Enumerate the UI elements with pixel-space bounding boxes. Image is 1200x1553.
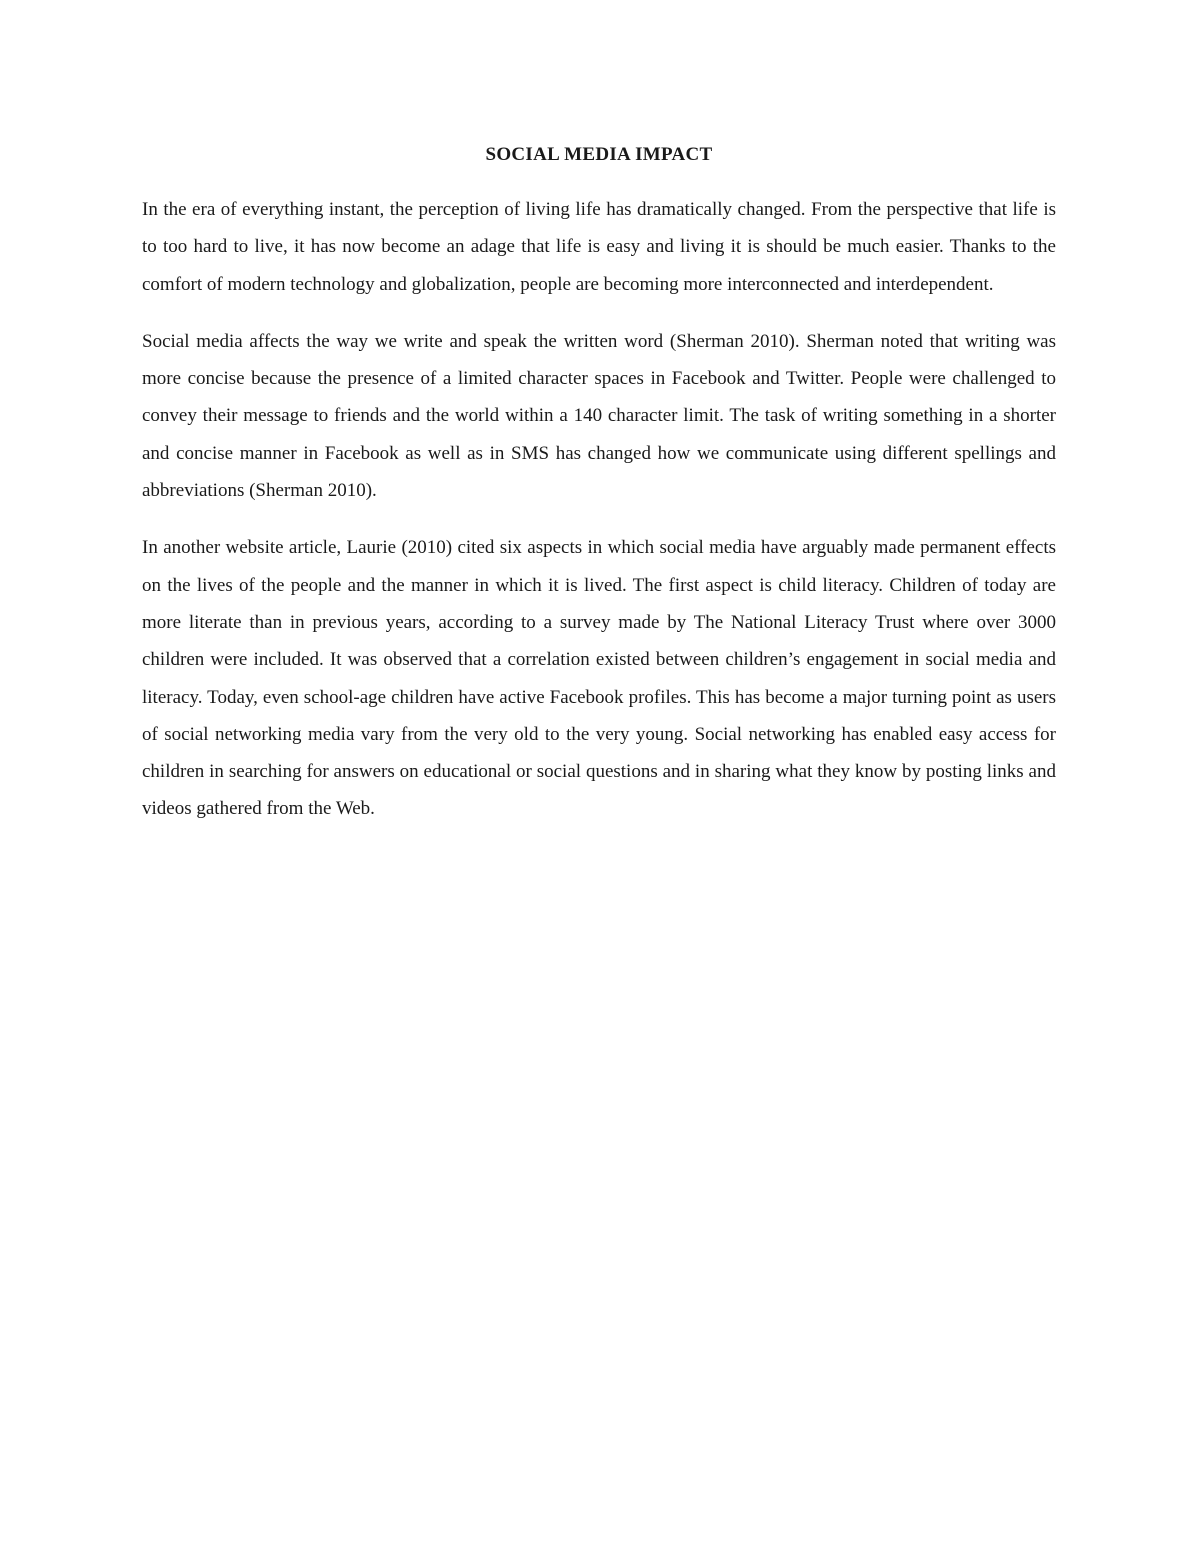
page-title: SOCIAL MEDIA IMPACT — [485, 144, 713, 165]
paragraph-2: Social media affects the way we write and speak the written word (Sherman 2010). Sherman noted that writing was more concise because the presence of a limited character spaces in Facebook and Twitter. People were challenged to convey their message to friends and the world within a 140 character limit. The task of writing something in a shorter and concise manner in Facebook as well as in SMS has changed how we communicate using different spellings and abbreviations (Sherman 2010). — [142, 330, 1056, 502]
paragraph-3: In another website article, Laurie (2010) cited six aspects in which social media have arguably made permanent effects on the lives of the people and the manner in which it is lived. The first aspect is child literacy. Children of today are more literate than in previous years, according to a survey made by The National Literacy Trust where over 3000 children were included. It was observed that a correlation existed between children’s engagement in social media and literacy. Today, even school-age children have active Facebook profiles. This has become a major turning point as users of social networking media vary from the very old to the very young. Social networking has enabled easy access for children in searching for answers on educational or social questions and in sharing what they know by posting links and videos gathered from the Web. — [142, 537, 1056, 820]
paragraph-1: In the era of everything instant, the perception of living life has dramatically changed. From the perspective that life is to too hard to live, it has now become an adage that life is easy and living it is should be much easier. Thanks to the comfort of modern technology and globalization, people are becoming more interconnected and interdependent. — [142, 199, 1056, 295]
document-body — [142, 138, 1056, 848]
